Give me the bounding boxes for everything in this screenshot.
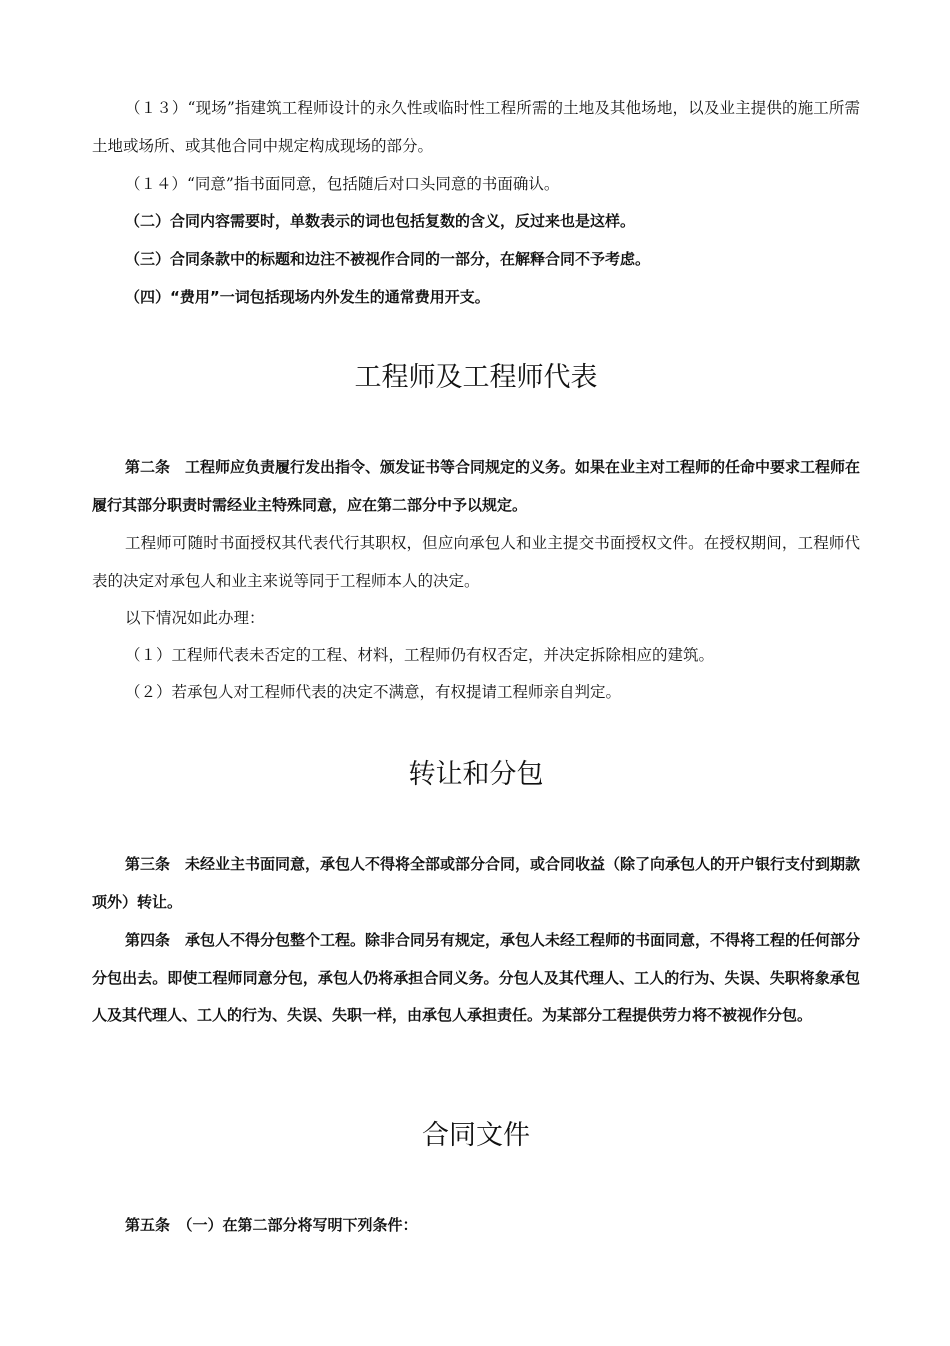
article-five-paragraph: 第五条 （一）在第二部分将写明下列条件：: [125, 1216, 418, 1234]
section-heading-contract-documents: 合同文件: [422, 1120, 530, 1151]
engineer-authorization-paragraph: 工程师可随时书面授权其代表代行其职权，但应向承包人和业主提交书面授权文件。在授权期间，工程师代表的决定对承包人和业主来说等同于工程师本人的决定。: [92, 534, 860, 590]
clause-two-paragraph: （二）合同内容需要时，单数表示的词也包括复数的含义，反过来也是这样。: [125, 212, 636, 230]
handling-item-1-paragraph: （１）工程师代表未否定的工程、材料，工程师仍有权否定，并决定拆除相应的建筑。: [125, 646, 715, 664]
clause-four-paragraph: （四）“费用”一词包括现场内外发生的通常费用开支。: [125, 288, 490, 306]
article-three-paragraph: 第三条 未经业主书面同意，承包人不得将全部或部分合同，或合同收益（除了向承包人的开户银行支付到期款项外）转让。: [92, 855, 861, 911]
handling-item-2-paragraph: （２）若承包人对工程师代表的决定不满意，有权提请工程师亲自判定。: [125, 683, 622, 701]
clause-three-paragraph: （三）合同条款中的标题和边注不被视作合同的一部分，在解释合同不予考虑。: [125, 250, 651, 268]
article-two-paragraph: 第二条 工程师应负责履行发出指令、颁发证书等合同规定的义务。如果在业主对工程师的任命中要求工程师在履行其部分职责时需经业主特殊同意，应在第二部分中予以规定。: [92, 458, 861, 514]
section-heading-engineer: 工程师及工程师代表: [354, 362, 598, 393]
clause-13-paragraph: （１３）“现场”指建筑工程师设计的永久性或临时性工程所需的土地及其他场地，以及业主提供的施工所需土地或场所、或其他合同中规定构成现场的部分。: [92, 99, 860, 155]
clause-14-paragraph: （１４）“同意”指书面同意，包括随后对口头同意的书面确认。: [125, 175, 560, 193]
section-heading-assignment: 转让和分包: [408, 759, 544, 790]
handling-intro-paragraph: 以下情况如此办理：: [125, 609, 265, 627]
article-four-paragraph: 第四条 承包人不得分包整个工程。除非合同另有规定，承包人未经工程师的书面同意，不得将工程的任何部分分包出去。即使工程师同意分包，承包人仍将承担合同义务。分包人及其代理人、工人的行为、失误、失职将象承包人及其代理人、工人的行为、失误、失职一样，由承包人承担责任。为某部分工程提供劳力将不被视作分包。: [92, 931, 861, 1024]
